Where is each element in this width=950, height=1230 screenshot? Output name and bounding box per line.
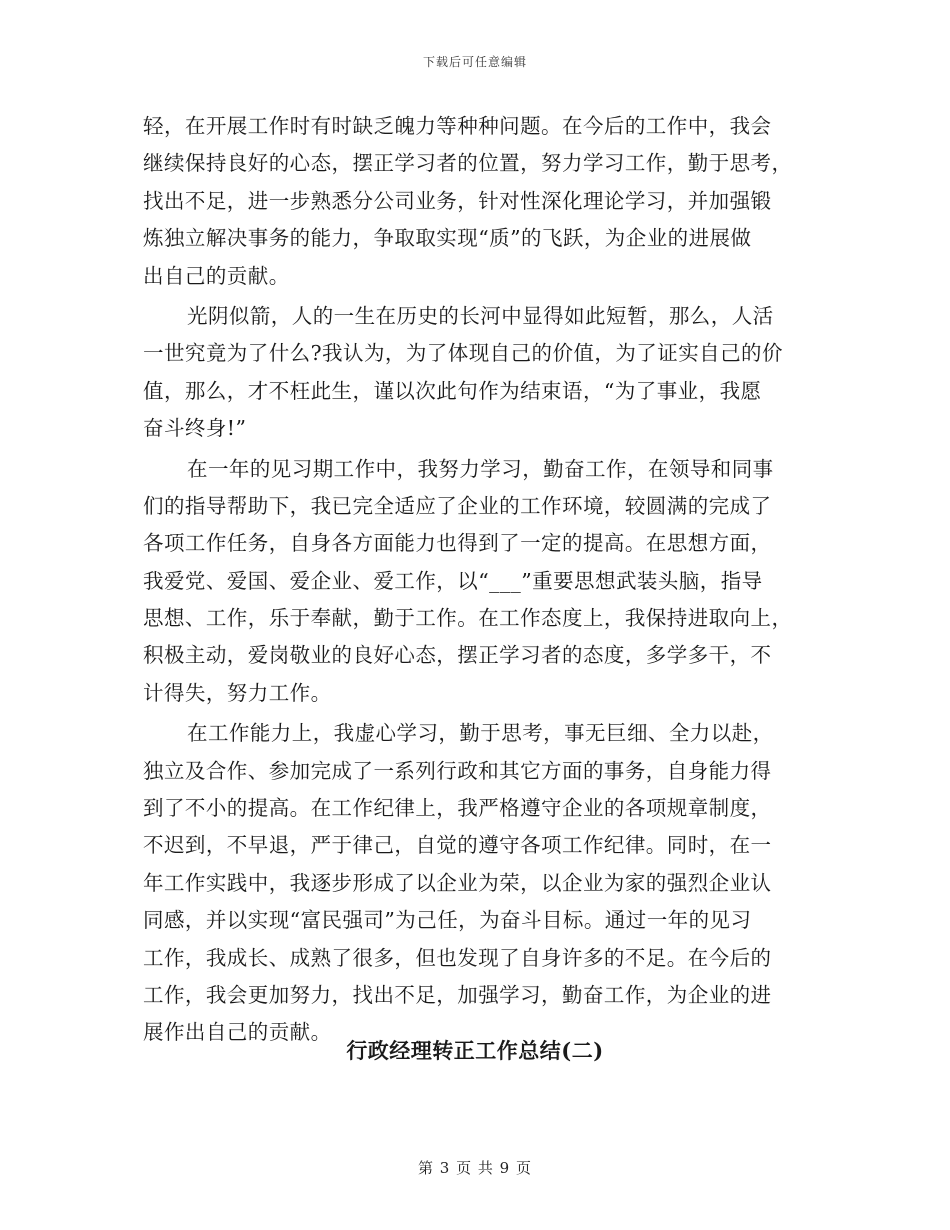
paragraph-4 [143, 715, 807, 1052]
text-line: 找出不足，进一步熟悉分公司业务，针对性深化理论学习，并加强锻 [143, 188, 772, 213]
text-line: 轻，在开展工作时有时缺乏魄力等种种问题。在今后的工作中，我会 [143, 114, 772, 138]
text-line: 各项工作任务，自身各方面能力也得到了一定的提高。在思想方面， [143, 531, 772, 556]
text-line: 一世究竟为了什么?我认为，为了体现自己的价值，为了证实自己的价 [143, 341, 783, 366]
text-line: 奋斗终身!” [143, 416, 247, 441]
text-line: 在工作能力上，我虚心学习，勤于思考，事无巨细、全力以赴， [187, 721, 774, 746]
section-title: 行政经理转正工作总结(二) [346, 1038, 604, 1063]
text-line: 炼独立解决事务的能力，争取取实现“质”的飞跃，为企业的进展做 [143, 226, 752, 251]
text-line: 独立及合作、参加完成了一系列行政和其它方面的事务，自身能力得 [143, 758, 772, 783]
text-line: 出自己的贡献。 [143, 263, 290, 288]
text-line: 值，那么，才不枉此生，谨以次此句作为结束语，“为了事业，我愿 [143, 378, 762, 403]
text-line: 计得失，努力工作。 [143, 680, 332, 705]
text-line: 继续保持良好的心态，摆正学习者的位置，努力学习工作，勤于思考， [143, 151, 793, 176]
text-line: 我爱党、爱国、爱企业、爱工作，以“___”重要思想武装头脑，指导 [143, 568, 763, 593]
page-number: 第 3 页 共 9 页 [418, 1159, 532, 1177]
text-line: 思想、工作，乐于奉献，勤于工作。在工作态度上，我保持进取向上， [143, 606, 793, 631]
text-line: 同感，并以实现“富民强司”为己任，为奋斗目标。通过一年的见习 [143, 908, 752, 933]
text-line: 们的指导帮助下，我已完全适应了企业的工作环境，较圆满的完成了 [143, 493, 772, 518]
text-line: 在一年的见习期工作中，我努力学习，勤奋工作，在领导和同事 [187, 456, 774, 481]
paragraph-2 [143, 298, 807, 448]
text-line: 光阴似箭，人的一生在历史的长河中显得如此短暂，那么，人活 [187, 303, 774, 328]
paragraph-3 [143, 451, 807, 713]
document-body [143, 108, 807, 1052]
text-line: 到了不小的提高。在工作纪律上，我严格遵守企业的各项规章制度， [143, 796, 772, 821]
page-header: 下载后可任意编辑 [422, 55, 527, 69]
text-line: 工作，我成长、成熟了很多，但也发现了自身许多的不足。在今后的 [143, 945, 772, 970]
paragraph-1 [143, 108, 807, 295]
text-line: 年工作实践中，我逐步形成了以企业为荣，以企业为家的强烈企业认 [143, 870, 772, 895]
text-line: 展作出自己的贡献。 [143, 1020, 332, 1045]
text-line: 积极主动，爱岗敬业的良好心态，摆正学习者的态度，多学多干，不 [143, 643, 772, 668]
text-line: 工作，我会更加努力，找出不足，加强学习，勤奋工作，为企业的进 [143, 982, 772, 1007]
text-line: 不迟到，不早退，严于律己，自觉的遵守各项工作纪律。同时，在一 [143, 833, 772, 858]
